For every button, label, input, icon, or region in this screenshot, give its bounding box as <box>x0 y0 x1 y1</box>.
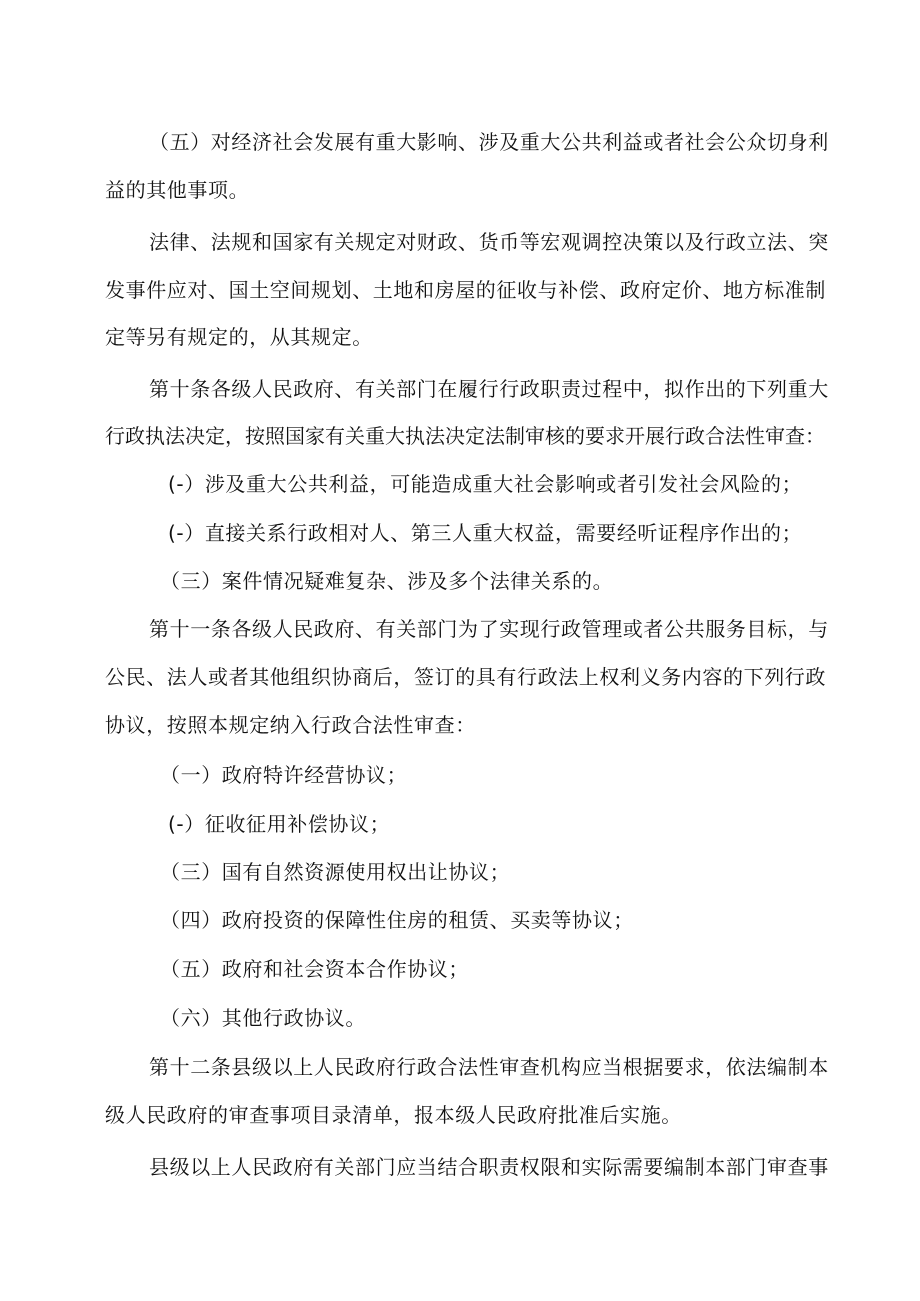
paragraph-line: (-）征收征用补偿协议； <box>168 812 391 836</box>
paragraph-line: 第十条各级人民政府、有关部门在履行行政职责过程中，拟作出的下列重大 <box>149 377 829 401</box>
paragraph-line: （五）政府和社会资本合作协议； <box>160 957 469 981</box>
paragraph-line: 发事件应对、国土空间规划、土地和房屋的征收与补偿、政府定价、地方标准制 <box>105 278 826 302</box>
paragraph-line: 公民、法人或者其他组织协商后，签订的具有行政法上权利义务内容的下列行政 <box>105 665 826 689</box>
paragraph-line: 法律、法规和国家有关规定对财政、货币等宏观调控决策以及行政立法、突 <box>149 230 829 254</box>
paragraph-line: （三）国有自然资源使用权出让协议； <box>160 860 511 884</box>
paragraph-line: 第十一条各级人民政府、有关部门为了实现行政管理或者公共服务目标，与 <box>149 617 829 641</box>
paragraph-line: （五）对经济社会发展有重大影响、涉及重大公共利益或者社会公众切身利 <box>149 130 829 154</box>
paragraph-line: （六）其他行政协议。 <box>160 1006 366 1030</box>
paragraph-line: 行政执法决定，按照国家有关重大执法决定法制审核的要求开展行政合法性审查： <box>105 424 825 448</box>
paragraph-line: 级人民政府的审查事项目录清单，报本级人民政府批准后实施。 <box>105 1103 682 1127</box>
paragraph-line: 县级以上人民政府有关部门应当结合职责权限和实际需要编制本部门审查事 <box>149 1155 829 1179</box>
paragraph-line: （四）政府投资的保障性住房的租赁、买卖等协议； <box>160 908 634 932</box>
paragraph-line: 第十二条县级以上人民政府行政合法性审查机构应当根据要求，依法编制本 <box>149 1055 829 1079</box>
paragraph-line: 定等另有规定的，从其规定。 <box>105 325 373 349</box>
paragraph-line: 协议，按照本规定纳入行政合法性审查： <box>105 713 476 737</box>
paragraph-line: （一）政府特许经营协议； <box>160 763 408 787</box>
paragraph-line: (-）直接关系行政相对人、第三人重大权益，需要经听证程序作出的； <box>168 521 803 545</box>
paragraph-line: 益的其他事项。 <box>105 178 250 202</box>
paragraph-line: (-）涉及重大公共利益，可能造成重大社会影响或者引发社会风险的； <box>168 472 803 496</box>
paragraph-line: （三）案件情况疑难复杂、涉及多个法律关系的。 <box>160 569 614 593</box>
